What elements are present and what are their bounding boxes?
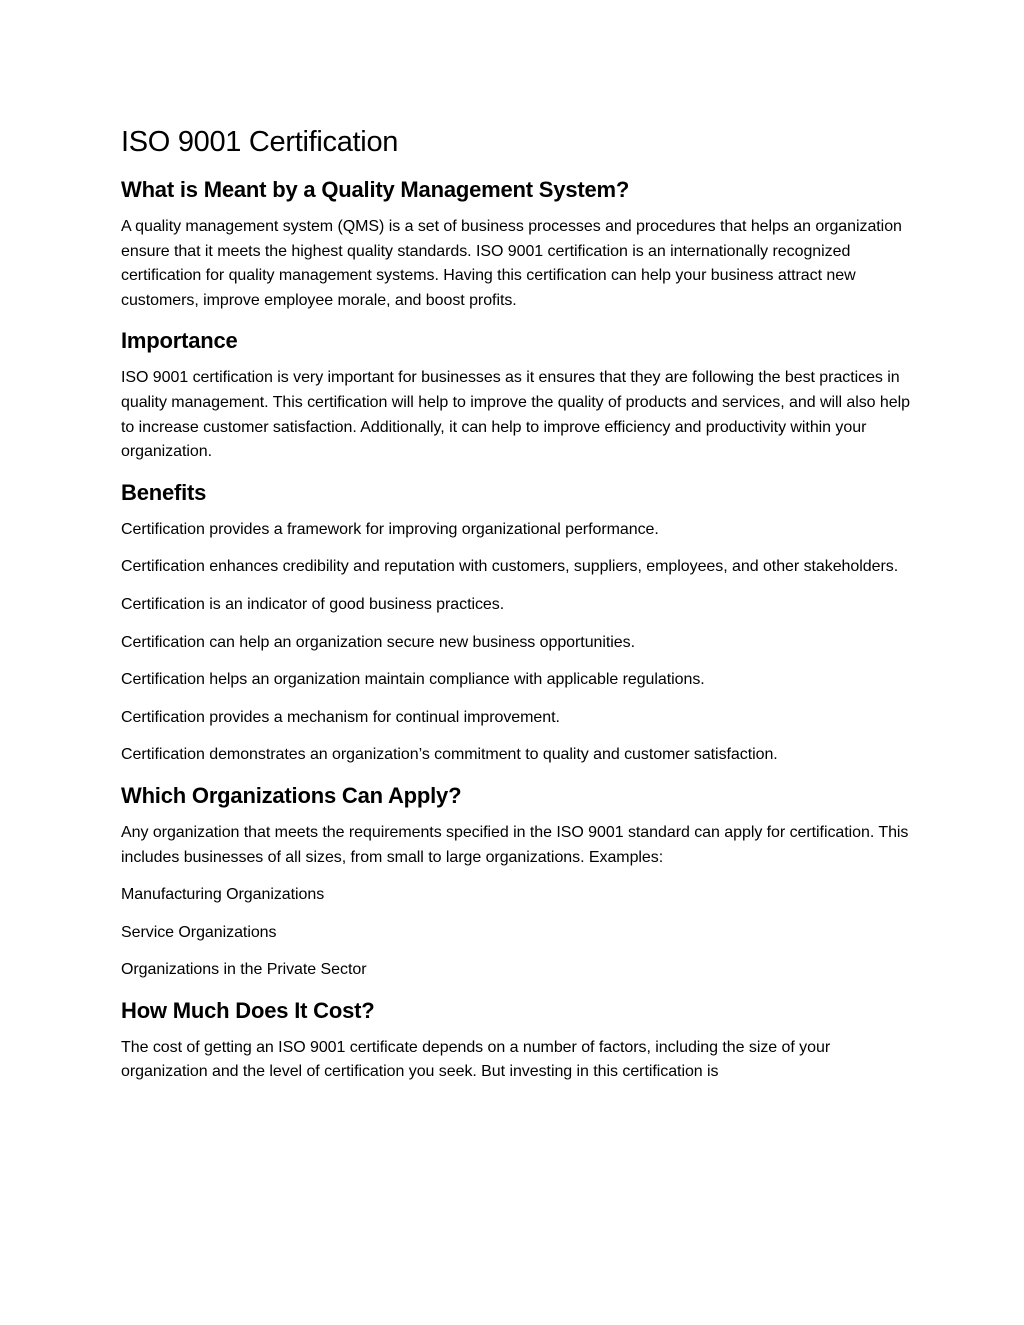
- qms-heading: What is Meant by a Quality Management System?: [121, 177, 630, 202]
- qms-paragraph: A quality management system (QMS) is a set of business processes and procedures that helps an organization ensure that it meets the highest quality standards. ISO 9001 certification is an internationally recognized certification for quality management systems. Having this certification can help your business attract new customers, improve employee morale, and boost profits.: [121, 218, 902, 309]
- apply-paragraph: Any organization that meets the requirements specified in the ISO 9001 standard can apply for certification. This includes businesses of all sizes, from small to large organizations. Examples:: [121, 823, 909, 866]
- benefits-heading: Benefits: [121, 479, 207, 505]
- example-item: Service Organizations: [121, 923, 277, 941]
- importance-heading: Importance: [121, 328, 238, 354]
- benefit-item: Certification demonstrates an organization’s commitment to quality and customer satisfaction.: [121, 746, 778, 764]
- benefit-item: Certification provides a mechanism for continual improvement.: [121, 708, 560, 726]
- cost-heading: How Much Does It Cost?: [121, 997, 375, 1023]
- benefit-item: Certification provides a framework for improving organizational performance.: [121, 520, 659, 538]
- importance-paragraph: ISO 9001 certification is very important for businesses as it ensures that they are following the best practices in quality management. This certification will help to improve the quality of products and services, and will also help to increase customer satisfaction. Additionally, it can help to improve efficiency and productivity within your organization.: [121, 369, 910, 461]
- example-item: Manufacturing Organizations: [121, 886, 325, 904]
- document-page: [121, 122, 911, 1098]
- example-item: Organizations in the Private Sector: [121, 961, 367, 979]
- document-title: ISO 9001 Certification: [121, 126, 399, 158]
- benefit-item: Certification is an indicator of good business practices.: [121, 595, 505, 613]
- cost-paragraph: The cost of getting an ISO 9001 certificate depends on a number of factors, including the size of your organization and the level of certification you seek. But investing in this certification is: [121, 1038, 831, 1081]
- benefit-item: Certification can help an organization secure new business opportunities.: [121, 633, 635, 651]
- apply-heading: Which Organizations Can Apply?: [121, 782, 462, 808]
- benefit-item: Certification enhances credibility and reputation with customers, suppliers, employees, and other stakeholders.: [121, 558, 899, 576]
- benefit-item: Certification helps an organization maintain compliance with applicable regulations.: [121, 671, 705, 689]
